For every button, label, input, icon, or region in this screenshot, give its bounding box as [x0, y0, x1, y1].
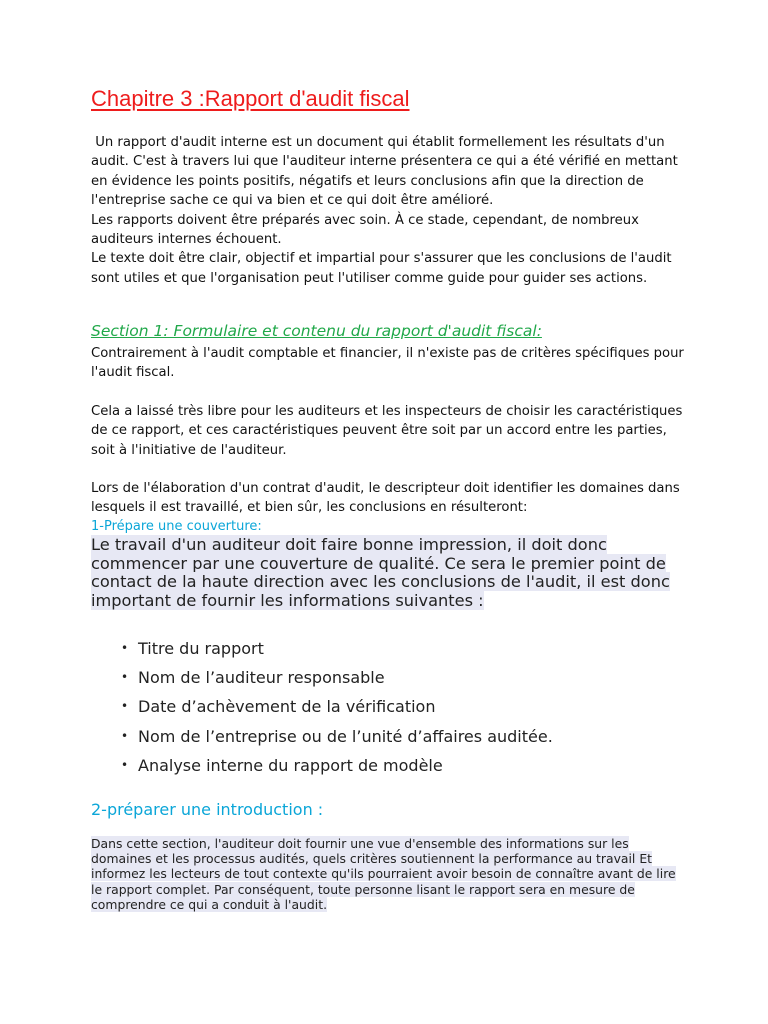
- cover-info-list: [117, 634, 553, 780]
- section-1-paragraph: Cela a laissé très libre pour les auditeurs et les inspecteurs de choisir les caractéristiques de ce rapport, et ces caractéristiques peuvent être soit par un accord entre les parties, soit à l'initiative de l'auditeur.: [91, 404, 683, 458]
- list-item: • Nom de l’auditeur responsable: [117, 663, 553, 692]
- list-item: • Date d’achèvement de la vérification: [117, 692, 553, 721]
- section-1-paragraph: Contrairement à l'audit comptable et financier, il n'existe pas de critères spécifiques pour l'audit fiscal.: [91, 346, 684, 381]
- subsection-2-title: 2-préparer une introduction :: [91, 800, 324, 819]
- list-item: • Titre du rapport: [117, 634, 553, 663]
- bullet-icon: •: [121, 699, 129, 714]
- intro-paragraph: Un rapport d'audit interne est un document qui établit formellement les résultats d'un audit. C'est à travers lui que l'auditeur interne présentera ce qui a été vérifié en mettant en évidence les points positifs, négatifs et leurs conclusions afin que la direction de l'entreprise sache ce qui va bien et ce qui doit être amélioré.: [91, 135, 682, 209]
- list-item: • Analyse interne du rapport de modèle: [117, 751, 553, 780]
- subsection-1-title: 1-Prépare une couverture:: [91, 519, 262, 534]
- intro-paragraph: Le texte doit être clair, objectif et impartial pour s'assurer que les conclusions de l'audit sont utiles et que l'organisation peut l'utiliser comme guide pour guider ses actions.: [91, 251, 672, 286]
- section-1-paragraph: Lors de l'élaboration d'un contrat d'audit, le descripteur doit identifier les domaines dans lesquels il est travaillé, et bien sûr, les conclusions en résulteront:: [91, 481, 680, 516]
- bullet-icon: •: [121, 670, 129, 685]
- bullet-icon: •: [121, 757, 129, 772]
- bullet-icon: •: [121, 641, 129, 655]
- section-1-title: Section 1: Formulaire et contenu du rapport d'audit fiscal:: [91, 322, 542, 340]
- cover-highlight-paragraph: [91, 536, 681, 610]
- introduction-highlight-paragraph: [91, 836, 681, 912]
- intro-paragraph: Les rapports doivent être préparés avec soin. À ce stade, cependant, de nombreux auditeurs internes échouent.: [91, 212, 639, 248]
- chapter-title: Chapitre 3 :Rapport d'audit fiscal: [91, 86, 410, 111]
- bullet-icon: •: [121, 728, 129, 743]
- list-item: • Nom de l’entreprise ou de l’unité d’affaires auditée.: [117, 722, 553, 751]
- introduction-highlight-text: Dans cette section, l'auditeur doit fournir une vue d'ensemble des informations sur les domaines et les processus audités, quels critères soutiennent la performance au travail Et informez les lecteurs de tout contexte qu'ils pourraient avoir besoin de connaître avant de lire le rapport complet. Par conséquent, toute personne lisant le rapport sera en mesure de comprendre ce qui a conduit à l'audit.: [91, 836, 676, 912]
- cover-highlight-text: Le travail d'un auditeur doit faire bonne impression, il doit donc commencer par une couverture de qualité. Ce sera le premier point de contact de la haute direction avec les conclusions de l'audit, il est donc important de fournir les informations suivantes :: [91, 535, 670, 610]
- intro-block: [91, 133, 691, 288]
